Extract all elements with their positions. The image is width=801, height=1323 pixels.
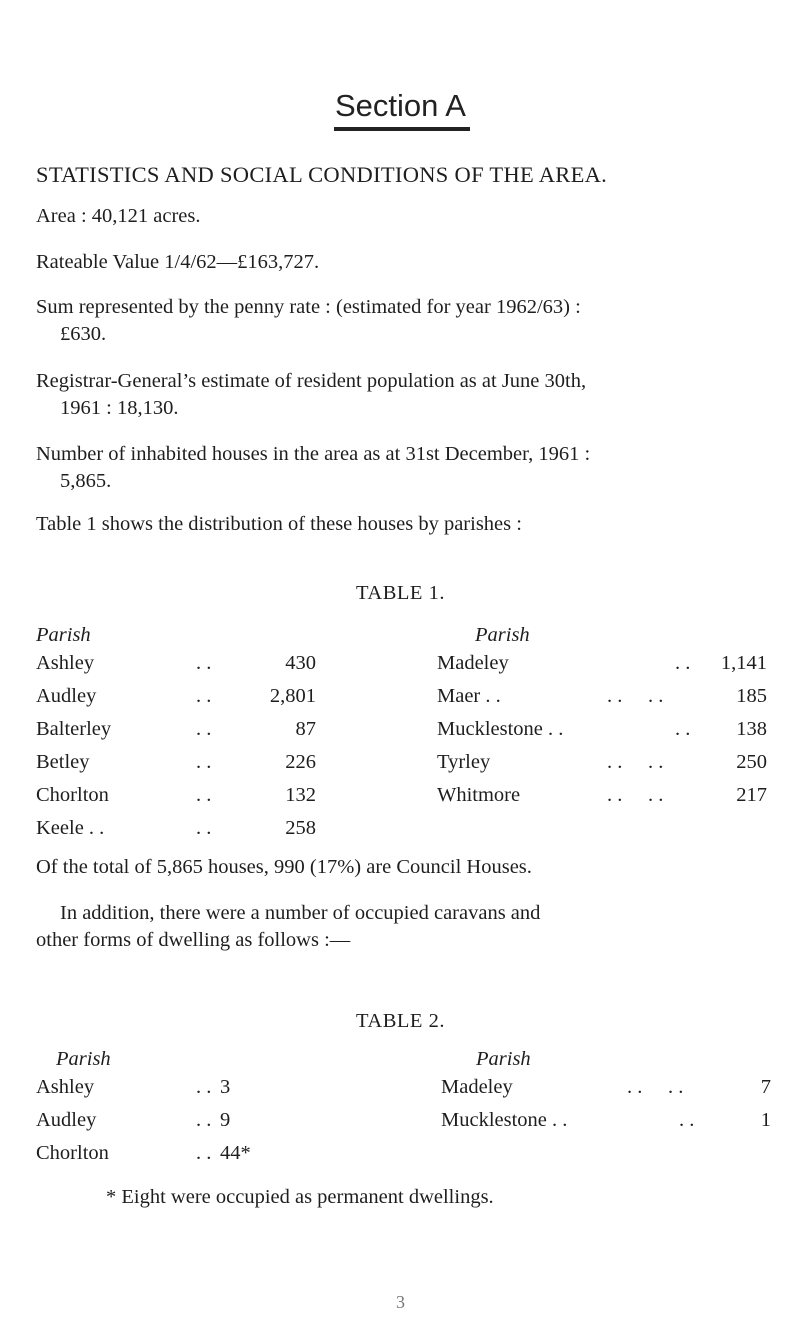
houses-line2: 5,865. bbox=[60, 470, 112, 492]
leader-dots: . . . . bbox=[627, 1076, 684, 1098]
dwelling-count: 9 bbox=[220, 1109, 231, 1131]
house-count: 87 bbox=[295, 718, 316, 740]
caravans-line2: other forms of dwelling as follows :— bbox=[36, 929, 351, 951]
leader-dots: . . bbox=[196, 685, 212, 707]
parish-name: Madeley bbox=[437, 652, 509, 674]
leader-dots: . . bbox=[196, 652, 212, 674]
parish-name: Madeley bbox=[441, 1076, 513, 1098]
area-text: Area : 40,121 acres. bbox=[36, 205, 201, 227]
parish-name: Audley bbox=[36, 685, 97, 707]
title-underline bbox=[334, 127, 470, 131]
parish-name: Audley bbox=[36, 1109, 97, 1131]
leader-dots: . . . . bbox=[607, 784, 664, 806]
penny-rate-paragraph bbox=[36, 296, 581, 346]
table2 bbox=[36, 1048, 771, 1164]
table1 bbox=[36, 624, 767, 839]
page-number: 3 bbox=[396, 1292, 405, 1312]
house-count: 430 bbox=[285, 652, 316, 674]
dwelling-count: 44* bbox=[220, 1142, 251, 1164]
parish-name: Ashley bbox=[36, 652, 95, 674]
leader-dots: . . bbox=[196, 1076, 212, 1098]
leader-dots: . . bbox=[675, 652, 691, 674]
population-line2: 1961 : 18,130. bbox=[60, 397, 179, 419]
parish-name: Betley bbox=[36, 751, 90, 773]
house-count: 2,801 bbox=[269, 685, 316, 707]
table2-header-left: Parish bbox=[56, 1048, 111, 1070]
dwelling-count: 7 bbox=[760, 1076, 771, 1098]
houses-line1: Number of inhabited houses in the area as at 31st December, 1961 : bbox=[36, 443, 591, 465]
penny-rate-line1: Sum represented by the penny rate : (estimated for year 1962/63) : bbox=[36, 296, 581, 318]
population-paragraph bbox=[36, 370, 586, 420]
table2-title: TABLE 2. bbox=[356, 1010, 445, 1032]
leader-dots: . . bbox=[196, 718, 212, 740]
parish-name: Ashley bbox=[36, 1076, 95, 1098]
table1-intro-text: Table 1 shows the distribution of these houses by parishes : bbox=[36, 513, 522, 535]
table2-header-right: Parish bbox=[476, 1048, 531, 1070]
parish-name: Balterley bbox=[36, 718, 112, 740]
section-title: Section A bbox=[335, 88, 466, 123]
house-count: 185 bbox=[736, 685, 767, 707]
house-count: 138 bbox=[736, 718, 767, 740]
leader-dots: . . bbox=[196, 817, 212, 839]
area-paragraph bbox=[36, 205, 201, 228]
council-houses-text: Of the total of 5,865 houses, 990 (17%) are Council Houses. bbox=[36, 856, 532, 878]
leader-dots: . . bbox=[196, 784, 212, 806]
house-count: 258 bbox=[285, 817, 316, 839]
dwelling-count: 1 bbox=[760, 1109, 771, 1131]
house-count: 250 bbox=[736, 751, 767, 773]
leader-dots: . . . . bbox=[607, 685, 664, 707]
rateable-value-paragraph bbox=[36, 251, 319, 274]
table1-title: TABLE 1. bbox=[356, 582, 445, 604]
leader-dots: . . . . bbox=[607, 751, 664, 773]
leader-dots: . . bbox=[679, 1109, 695, 1131]
leader-dots: . . bbox=[196, 1109, 212, 1131]
council-houses-paragraph bbox=[36, 856, 532, 879]
houses-paragraph bbox=[36, 443, 590, 493]
parish-name: Chorlton bbox=[36, 784, 109, 806]
parish-name: Mucklestone . . bbox=[441, 1109, 568, 1131]
house-count: 1,141 bbox=[720, 652, 767, 674]
table1-header-right: Parish bbox=[475, 624, 530, 646]
footnote: * Eight were occupied as permanent dwellings. bbox=[106, 1186, 494, 1208]
rateable-value-text: Rateable Value 1/4/62—£163,727. bbox=[36, 251, 320, 273]
leader-dots: . . bbox=[675, 718, 691, 740]
population-line1: Registrar-General’s estimate of resident population as at June 30th, bbox=[36, 370, 587, 392]
parish-name: Tyrley bbox=[437, 751, 491, 773]
parish-name: Keele . . bbox=[36, 817, 105, 839]
parish-name: Maer . . bbox=[437, 685, 501, 707]
house-count: 132 bbox=[285, 784, 316, 806]
leader-dots: . . bbox=[196, 1142, 212, 1164]
dwelling-count: 3 bbox=[220, 1076, 231, 1098]
table1-header-left: Parish bbox=[36, 624, 91, 646]
parish-name: Chorlton bbox=[36, 1142, 109, 1164]
penny-rate-line2: £630. bbox=[60, 323, 107, 345]
parish-name: Mucklestone . . bbox=[437, 718, 564, 740]
caravans-line1: In addition, there were a number of occupied caravans and bbox=[60, 902, 541, 924]
leader-dots: . . bbox=[196, 751, 212, 773]
parish-name: Whitmore bbox=[437, 784, 521, 806]
caravans-paragraph bbox=[36, 902, 540, 952]
table1-intro bbox=[36, 513, 522, 536]
house-count: 217 bbox=[736, 784, 767, 806]
main-heading: STATISTICS AND SOCIAL CONDITIONS OF THE AREA. bbox=[36, 162, 608, 187]
house-count: 226 bbox=[285, 751, 316, 773]
